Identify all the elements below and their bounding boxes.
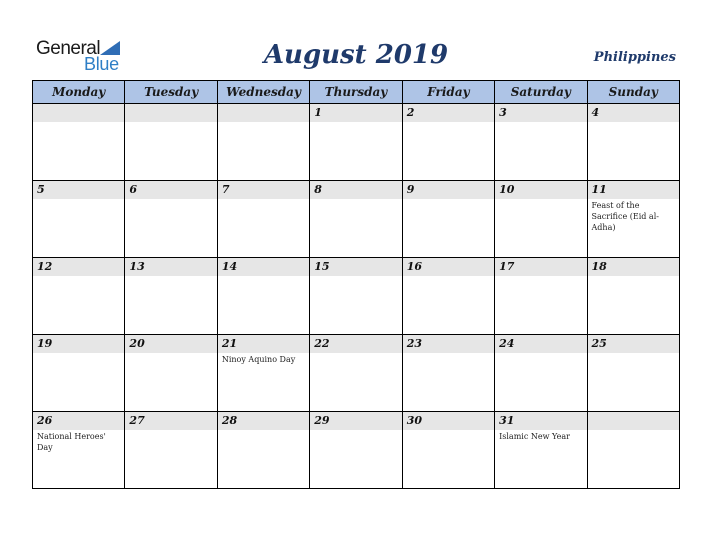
day-number: 17 [499,260,515,273]
day-cell [33,335,125,412]
day-number: 20 [129,337,145,350]
day-number-bar [218,104,309,122]
holiday-label [495,276,586,278]
day-cell [33,181,125,258]
day-number-bar [310,258,401,276]
day-cell [33,104,125,181]
day-number-bar [33,104,124,122]
day-cell [587,335,679,412]
day-number: 16 [406,260,422,273]
day-cell [587,181,679,258]
day-number: 12 [37,260,53,273]
day-cell [33,412,125,489]
day-number: 30 [406,414,422,427]
day-cell [495,412,587,489]
day-cell [587,412,679,489]
day-number: 11 [591,183,607,196]
day-number: 2 [406,106,415,119]
day-number: 7 [221,183,230,196]
week-row [33,412,680,489]
day-cell [402,104,494,181]
day-number-bar [588,412,679,430]
day-cell [125,258,217,335]
day-number-bar [33,335,124,353]
day-number: 4 [591,106,600,119]
day-cell [587,258,679,335]
day-number: 14 [221,260,238,273]
day-number-bar [218,412,309,430]
week-row [33,335,680,412]
country-label: Philippines [593,50,676,65]
day-cell [125,412,217,489]
day-number-bar [403,258,494,276]
holiday-label: Islamic New Year [499,432,570,441]
weekday-header: Sunday [587,81,679,104]
day-number: 29 [314,414,330,427]
day-cell [310,335,402,412]
day-number-bar [403,181,494,199]
holiday-label [310,353,401,355]
day-number: 8 [314,183,322,196]
day-cell [402,258,494,335]
day-cell [217,181,309,258]
day-number: 19 [37,337,53,350]
day-number-bar [403,412,494,430]
day-number-bar [33,412,124,430]
holiday-label [588,353,679,355]
holiday-label [125,199,216,201]
weekday-header-row [33,81,680,104]
day-cell [495,258,587,335]
day-cell [125,181,217,258]
day-number-bar [495,181,586,199]
day-cell [125,104,217,181]
holiday-label: Feast of the Sacrifice (Eid al-Adha) [591,201,659,232]
day-number: 23 [406,337,422,350]
holiday-label: Ninoy Aquino Day [221,355,296,364]
day-number: 3 [499,106,507,119]
day-cell [495,104,587,181]
day-number: 25 [591,337,607,350]
day-cell [587,104,679,181]
day-number: 13 [129,260,145,273]
day-number-bar [125,258,216,276]
day-cell [217,335,309,412]
holiday-label [33,122,124,124]
holiday-label [588,122,679,124]
day-number-bar [310,335,401,353]
day-number: 6 [129,183,138,196]
holiday-label [588,430,679,432]
holiday-label [125,122,216,124]
day-cell [33,258,125,335]
day-cell [217,258,309,335]
day-number-bar [33,258,124,276]
day-number: 24 [499,337,515,350]
day-number-bar [588,335,679,353]
day-number: 15 [314,260,330,273]
holiday-label [218,430,309,432]
day-number-bar [125,335,216,353]
day-cell [310,258,402,335]
day-number-bar [588,181,679,199]
day-cell [217,104,309,181]
holiday-label [310,199,401,201]
day-number-bar [495,104,586,122]
day-cell [125,335,217,412]
day-cell [495,335,587,412]
holiday-label [125,353,216,355]
holiday-label [588,276,679,278]
holiday-label [125,276,216,278]
day-number: 18 [591,260,607,273]
weekday-header: Wednesday [217,81,309,104]
day-cell [310,104,402,181]
day-cell [310,181,402,258]
day-cell [495,181,587,258]
weekday-header: Friday [402,81,494,104]
weekday-header: Saturday [495,81,587,104]
day-number-bar [218,181,309,199]
day-number-bar [495,412,586,430]
logo-text-blue: Blue [84,54,119,74]
holiday-label: National Heroes' Day [37,432,106,452]
day-cell [402,412,494,489]
day-number: 10 [499,183,515,196]
holiday-label [495,122,586,124]
week-row [33,258,680,335]
holiday-label [33,276,124,278]
day-number-bar [403,335,494,353]
week-row [33,181,680,258]
holiday-label [495,353,586,355]
day-number: 31 [499,414,515,427]
week-row [33,104,680,181]
day-number-bar [588,258,679,276]
day-number-bar [125,412,216,430]
calendar-grid [32,80,680,489]
holiday-label [403,122,494,124]
day-number-bar [218,335,309,353]
holiday-label [218,199,309,201]
day-cell [402,335,494,412]
weekday-header: Thursday [310,81,402,104]
day-number: 5 [37,183,45,196]
holiday-label [218,122,309,124]
holiday-label [403,276,494,278]
day-number-bar [310,104,401,122]
day-number-bar [33,181,124,199]
day-number-bar [125,181,216,199]
holiday-label [495,199,586,201]
day-number: 26 [37,414,53,427]
day-number-bar [403,104,494,122]
day-number: 27 [129,414,145,427]
holiday-label [310,276,401,278]
day-number: 21 [221,337,238,350]
weekday-header: Monday [33,81,125,104]
holiday-label [403,430,494,432]
holiday-label [125,430,216,432]
day-number-bar [495,258,586,276]
day-number-bar [588,104,679,122]
holiday-label [310,122,401,124]
calendar-title: August 2019 [263,40,449,70]
day-number-bar [310,412,401,430]
day-number: 1 [314,106,322,119]
holiday-label [218,276,309,278]
day-number: 28 [221,414,238,427]
day-cell [217,412,309,489]
holiday-label [310,430,401,432]
holiday-label [403,353,494,355]
holiday-label [33,199,124,201]
weekday-header: Tuesday [125,81,217,104]
holiday-label [403,199,494,201]
logo-text-general: General [36,38,101,59]
day-cell [310,412,402,489]
day-cell [402,181,494,258]
holiday-label [33,353,124,355]
day-number-bar [310,181,401,199]
day-number-bar [218,258,309,276]
day-number-bar [495,335,586,353]
day-number: 9 [406,183,415,196]
day-number-bar [125,104,216,122]
day-number: 22 [314,337,330,350]
